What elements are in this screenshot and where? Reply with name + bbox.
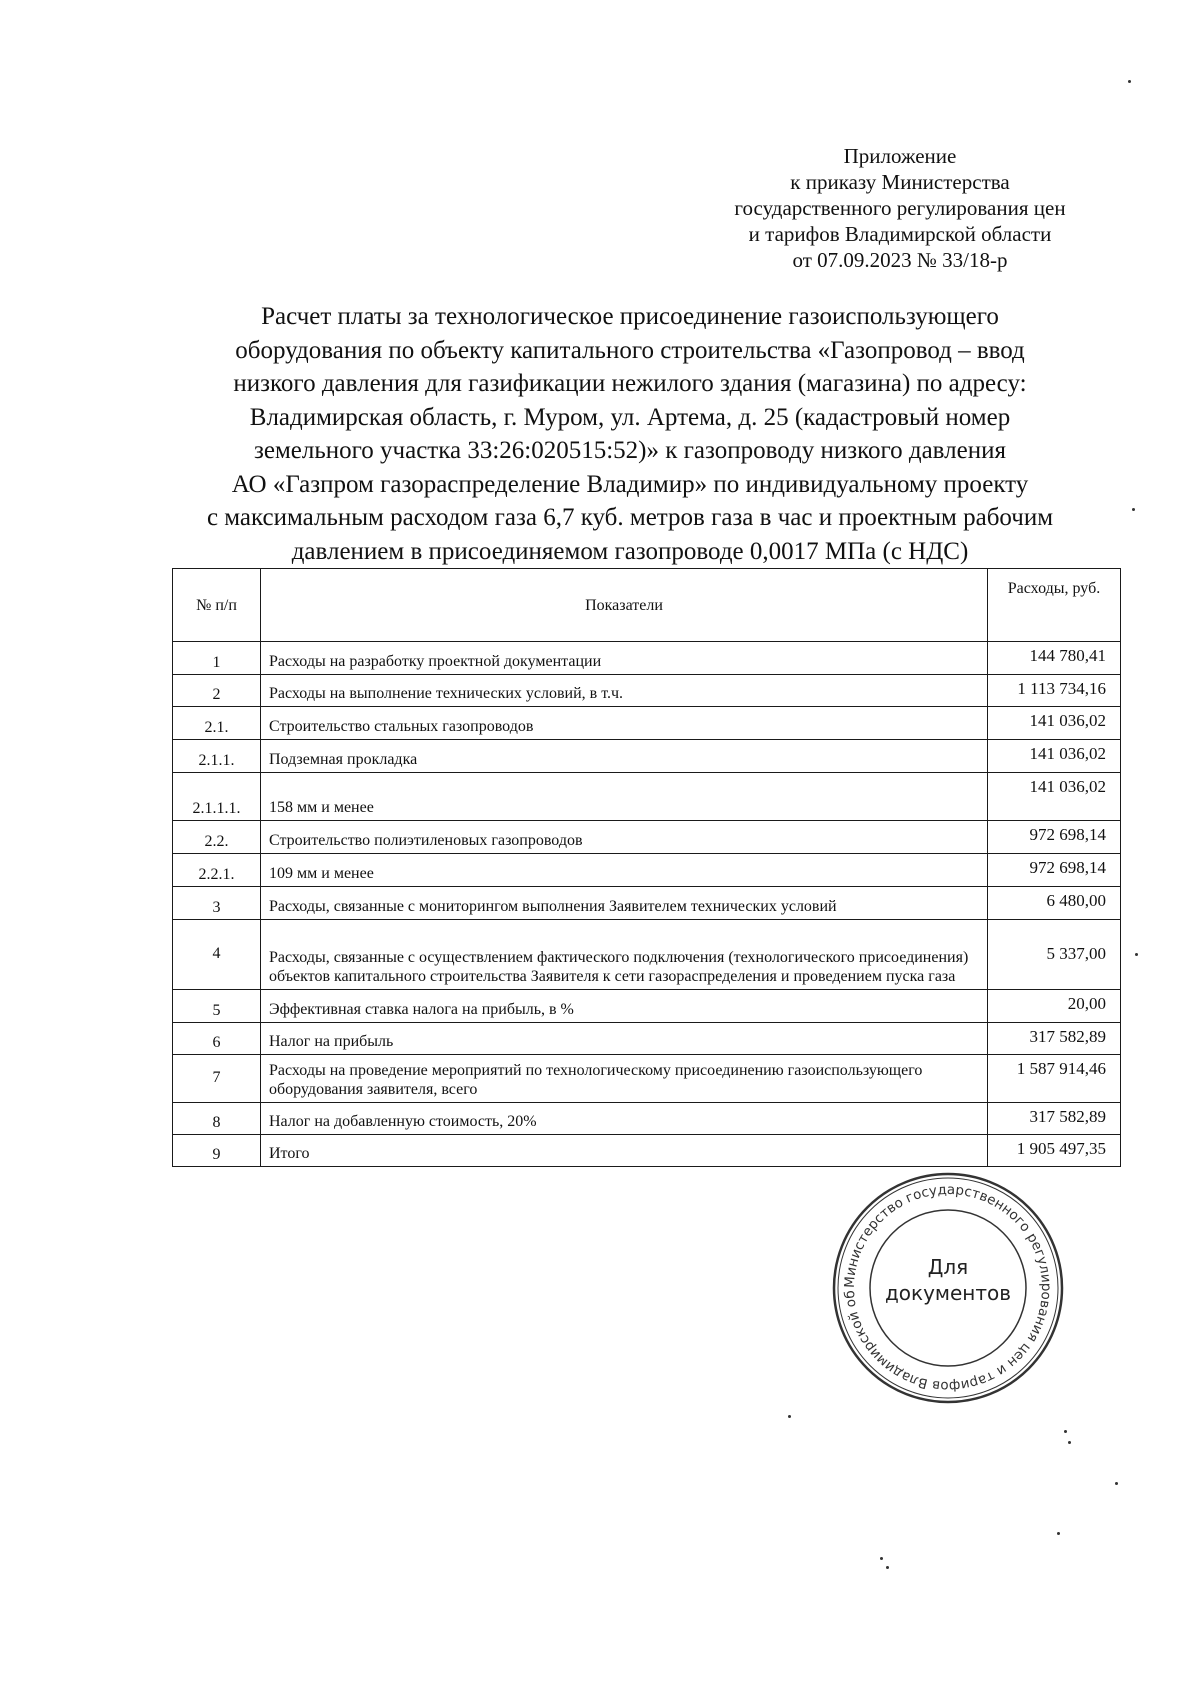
seal-center-text bbox=[830, 1254, 1066, 1306]
seal-ring-textpath: Министерство государственного регулирования цен и тарифов Владимирской об bbox=[841, 1181, 1055, 1395]
row-value: 141 036,02 bbox=[988, 707, 1121, 740]
row-name: Расходы на выполнение технических условий, в т.ч. bbox=[261, 675, 988, 707]
table-row bbox=[173, 990, 1121, 1023]
appendix-line: от 07.09.2023 № 33/18-р bbox=[792, 248, 1008, 272]
row-num: 1 bbox=[173, 642, 261, 675]
document-title bbox=[150, 300, 1110, 568]
row-name: 158 мм и менее bbox=[261, 773, 988, 821]
table-row bbox=[173, 675, 1121, 707]
row-num: 2.1. bbox=[173, 707, 261, 740]
row-name: Расходы, связанные с мониторингом выполнения Заявителем технических условий bbox=[261, 887, 988, 920]
row-num: 2 bbox=[173, 675, 261, 707]
title-line: земельного участка 33:26:020515:52)» к газопроводу низкого давления bbox=[254, 437, 1006, 464]
row-num: 9 bbox=[173, 1135, 261, 1167]
table-row bbox=[173, 642, 1121, 675]
row-name: Расходы на разработку проектной документации bbox=[261, 642, 988, 675]
row-value: 317 582,89 bbox=[988, 1103, 1121, 1135]
scan-speck bbox=[1115, 1482, 1118, 1485]
table-row bbox=[173, 1135, 1121, 1167]
table-row bbox=[173, 1023, 1121, 1055]
table-row bbox=[173, 773, 1121, 821]
scan-speck bbox=[788, 1415, 791, 1418]
appendix-line: и тарифов Владимирской области bbox=[748, 222, 1052, 246]
row-name: Строительство полиэтиленовых газопроводов bbox=[261, 821, 988, 854]
row-value: 141 036,02 bbox=[988, 773, 1121, 821]
row-value: 20,00 bbox=[988, 990, 1121, 1023]
row-value: 5 337,00 bbox=[988, 920, 1121, 990]
table-row bbox=[173, 740, 1121, 773]
row-name: Налог на добавленную стоимость, 20% bbox=[261, 1103, 988, 1135]
header-cost: Расходы, руб. bbox=[988, 569, 1121, 642]
row-value: 6 480,00 bbox=[988, 887, 1121, 920]
table-row bbox=[173, 920, 1121, 990]
table-row bbox=[173, 707, 1121, 740]
row-num: 2.1.1. bbox=[173, 740, 261, 773]
row-name: Подземная прокладка bbox=[261, 740, 988, 773]
title-line: Расчет платы за технологическое присоединение газоиспользующего bbox=[261, 303, 999, 330]
row-num: 6 bbox=[173, 1023, 261, 1055]
table-row bbox=[173, 1055, 1121, 1103]
row-name: 109 мм и менее bbox=[261, 854, 988, 887]
header-num: № п/п bbox=[173, 569, 261, 642]
row-value: 972 698,14 bbox=[988, 821, 1121, 854]
row-name: Строительство стальных газопроводов bbox=[261, 707, 988, 740]
header-name: Показатели bbox=[261, 569, 988, 642]
seal-center-line: Для bbox=[927, 1255, 969, 1279]
row-value: 141 036,02 bbox=[988, 740, 1121, 773]
title-line: с максимальным расходом газа 6,7 куб. метров газа в час и проектным рабочим bbox=[206, 504, 1054, 531]
row-num: 2.2.1. bbox=[173, 854, 261, 887]
table-row bbox=[173, 1103, 1121, 1135]
table-row bbox=[173, 854, 1121, 887]
row-num: 8 bbox=[173, 1103, 261, 1135]
row-value: 1 587 914,46 bbox=[988, 1055, 1121, 1103]
row-value: 144 780,41 bbox=[988, 642, 1121, 675]
row-name: Итого bbox=[261, 1135, 988, 1167]
table-row bbox=[173, 821, 1121, 854]
table-header-row bbox=[173, 569, 1121, 642]
row-value: 1 905 497,35 bbox=[988, 1135, 1121, 1167]
appendix-line: к приказу Министерства bbox=[790, 170, 1010, 194]
row-value: 317 582,89 bbox=[988, 1023, 1121, 1055]
title-line: низкого давления для газификации нежилого здания (магазина) по адресу: bbox=[233, 370, 1027, 397]
row-num: 2.1.1.1. bbox=[173, 773, 261, 821]
table-row bbox=[173, 887, 1121, 920]
official-seal bbox=[830, 1170, 1066, 1406]
row-name: Эффективная ставка налога на прибыль, в % bbox=[261, 990, 988, 1023]
row-name: Расходы, связанные с осуществлением фактического подключения (технологического присоединения) объектов капитального строительства Заявителя к сети газораспределения и проведением пуска газа bbox=[261, 920, 988, 990]
title-line: АО «Газпром газораспределение Владимир» по индивидуальному проекту bbox=[231, 470, 1029, 498]
appendix-line: Приложение bbox=[843, 144, 957, 168]
scan-speck bbox=[1128, 80, 1131, 83]
row-value: 972 698,14 bbox=[988, 854, 1121, 887]
row-num: 2.2. bbox=[173, 821, 261, 854]
title-line: Владимирская область, г. Муром, ул. Артема, д. 25 (кадастровый номер bbox=[249, 403, 1011, 431]
appendix-line: государственного регулирования цен bbox=[734, 196, 1066, 220]
scan-speck bbox=[880, 1557, 883, 1560]
scan-speck bbox=[1068, 1441, 1071, 1444]
row-name: Налог на прибыль bbox=[261, 1023, 988, 1055]
scan-speck bbox=[1135, 953, 1138, 956]
row-num: 7 bbox=[173, 1055, 261, 1103]
title-line: давлением в присоединяемом газопроводе 0,0017 МПа (с НДС) bbox=[291, 537, 969, 565]
scan-speck bbox=[1064, 1430, 1067, 1433]
row-name: Расходы на проведение мероприятий по технологическому присоединению газоиспользующего оборудования заявителя, всего bbox=[261, 1055, 988, 1103]
title-line: оборудования по объекту капитального строительства «Газопровод – ввод bbox=[235, 336, 1025, 364]
row-num: 4 bbox=[173, 920, 261, 990]
scan-speck bbox=[1057, 1532, 1060, 1535]
cost-table bbox=[172, 568, 1121, 1167]
scan-speck bbox=[1132, 508, 1135, 511]
seal-center-line: документов bbox=[884, 1281, 1012, 1305]
scan-speck bbox=[886, 1566, 889, 1569]
row-num: 3 bbox=[173, 887, 261, 920]
row-value: 1 113 734,16 bbox=[988, 675, 1121, 707]
row-num: 5 bbox=[173, 990, 261, 1023]
appendix-block bbox=[730, 143, 1070, 273]
